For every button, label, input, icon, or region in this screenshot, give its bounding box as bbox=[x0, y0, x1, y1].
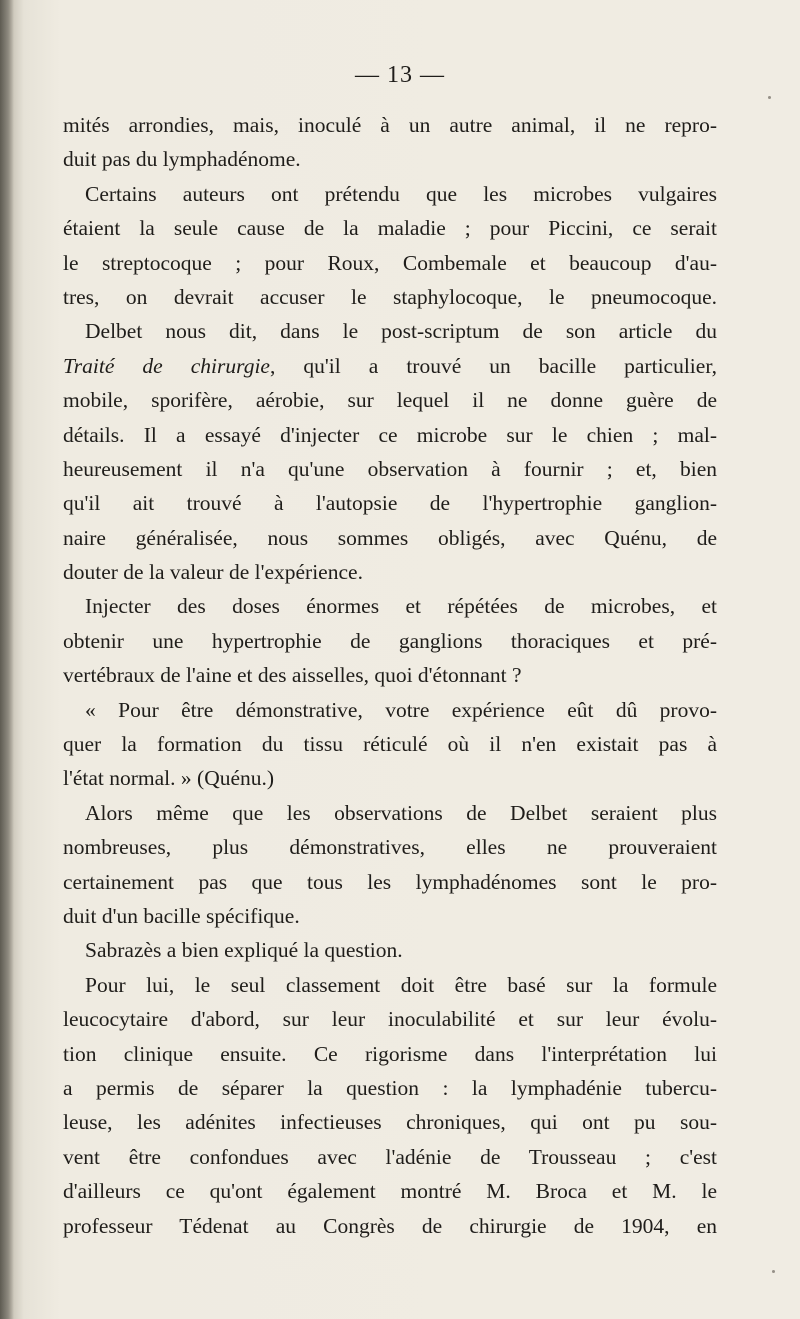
text-line: détails. Il a essayé d'injecter ce microbe sur le chien ; mal- bbox=[63, 422, 717, 447]
text-line: heureusement il n'a qu'une observation à fournir ; et, bien bbox=[63, 456, 717, 481]
body-text bbox=[63, 108, 717, 1243]
text-line: Pour lui, le seul classement doit être basé sur la formule bbox=[85, 972, 717, 997]
page-spine-shadow bbox=[0, 0, 14, 1319]
text-line-with-title bbox=[63, 349, 717, 383]
text-line: mobile, sporifère, aérobie, sur lequel il ne donne guère de bbox=[63, 388, 717, 413]
text-line: douter de la valeur de l'expérience. bbox=[63, 560, 363, 585]
text-line: Injecter des doses énormes et répétées de microbes, et bbox=[85, 594, 717, 619]
text-line: Certains auteurs ont prétendu que les microbes vulgaires bbox=[85, 181, 717, 206]
page-number: — 13 — bbox=[355, 62, 445, 88]
text-line: professeur Tédenat au Congrès de chirurgie de 1904, en bbox=[63, 1213, 717, 1238]
text-line: tres, on devrait accuser le staphylocoque, le pneumocoque. bbox=[63, 284, 717, 309]
text-line: le streptocoque ; pour Roux, Combemale et beaucoup d'au- bbox=[63, 250, 717, 275]
text-line: vertébraux de l'aine et des aisselles, quoi d'étonnant ? bbox=[63, 663, 522, 688]
text-line: vent être confondues avec l'adénie de Trousseau ; c'est bbox=[63, 1144, 717, 1169]
text-line: qu'il ait trouvé à l'autopsie de l'hypertrophie ganglion- bbox=[63, 491, 717, 516]
text-line: leuse, les adénites infectieuses chroniques, qui ont pu sou- bbox=[63, 1110, 717, 1135]
paper-speck bbox=[768, 96, 771, 99]
text-line: Alors même que les observations de Delbet seraient plus bbox=[85, 800, 717, 825]
text-line: naire généralisée, nous sommes obligés, avec Quénu, de bbox=[63, 525, 717, 550]
text-line: l'état normal. » (Quénu.) bbox=[63, 766, 275, 791]
text-line: leucocytaire d'abord, sur leur inoculabilité et sur leur évolu- bbox=[63, 1007, 717, 1032]
text-line-rest: , qu'il a trouvé un bacille particulier, bbox=[269, 353, 717, 378]
text-line: étaient la seule cause de la maladie ; pour Piccini, ce serait bbox=[63, 216, 717, 241]
text-line: quer la formation du tissu réticulé où il n'en existait pas à bbox=[63, 732, 717, 757]
text-line: d'ailleurs ce qu'ont également montré M. Broca et M. le bbox=[63, 1179, 717, 1204]
text-line: « Pour être démonstrative, votre expérience eût dû provo- bbox=[85, 697, 717, 722]
text-line: Sabrazès a bien expliqué la question. bbox=[85, 938, 403, 963]
text-line: certainement pas que tous les lymphadénomes sont le pro- bbox=[63, 869, 717, 894]
book-title-italic: Traité de chirurgie bbox=[63, 353, 270, 378]
text-line: nombreuses, plus démonstratives, elles ne prouveraient bbox=[63, 835, 717, 860]
paper-speck bbox=[772, 1270, 775, 1273]
text-line: obtenir une hypertrophie de ganglions thoraciques et pré- bbox=[63, 628, 717, 653]
text-line: Delbet nous dit, dans le post-scriptum de son article du bbox=[85, 319, 717, 344]
text-line: a permis de séparer la question : la lymphadénie tubercu- bbox=[63, 1075, 717, 1100]
text-line: tion clinique ensuite. Ce rigorisme dans l'interprétation lui bbox=[63, 1041, 717, 1066]
text-line: duit d'un bacille spécifique. bbox=[63, 903, 300, 928]
text-line: mités arrondies, mais, inoculé à un autre animal, il ne repro- bbox=[63, 113, 717, 137]
text-line: duit pas du lymphadénome. bbox=[63, 147, 301, 172]
